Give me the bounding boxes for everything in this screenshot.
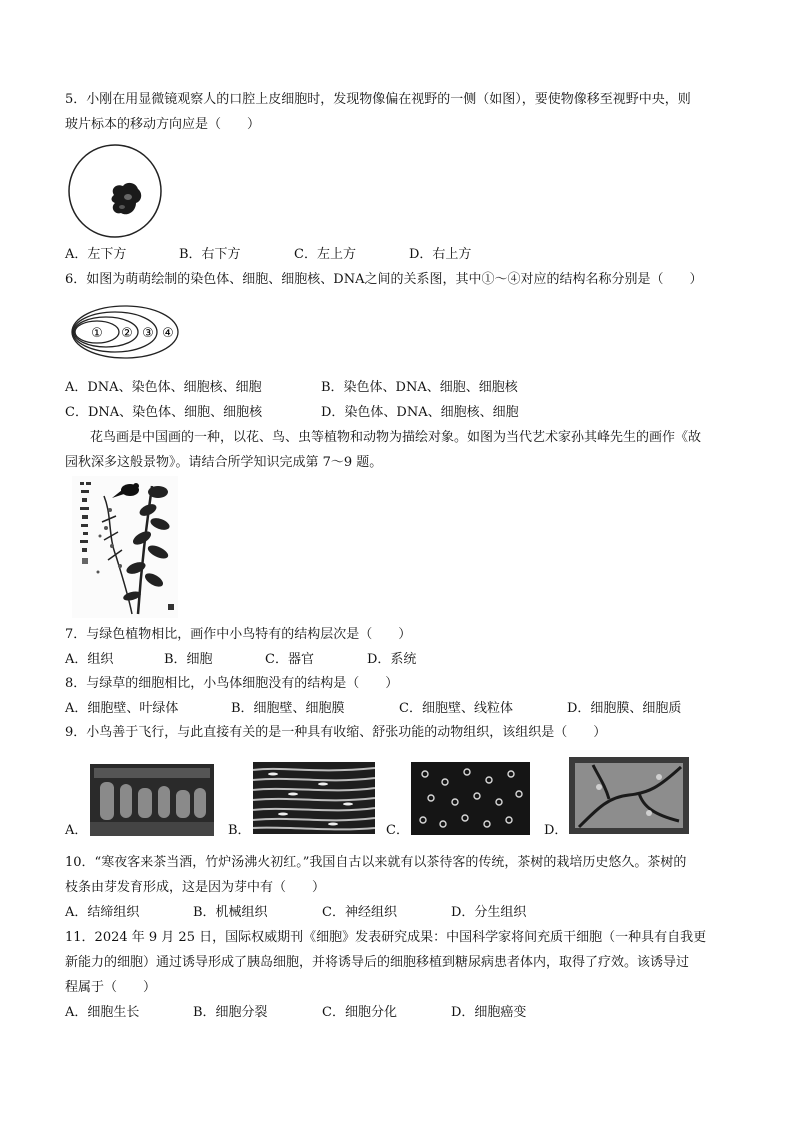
- q7-option-c[interactable]: C．器官: [265, 652, 314, 667]
- q5-stem-line2: 玻片标本的移动方向应是（ ）: [65, 117, 261, 132]
- q7-option-d[interactable]: D．系统: [367, 652, 417, 667]
- q6-option-a[interactable]: A．DNA、染色体、细胞核、细胞: [65, 380, 262, 395]
- tissue-image-d: [569, 757, 689, 834]
- q6-stem: 6．如图为萌萌绘制的染色体、细胞、细胞核、DNA之间的关系图，其中①～④对应的结构名称分别是（ ）: [65, 272, 703, 287]
- q9-stem: 9．小鸟善于飞行，与此直接有关的是一种具有收缩、舒张功能的动物组织，该组织是（ ）: [65, 725, 607, 740]
- q5-option-a[interactable]: A．左下方: [65, 247, 127, 262]
- q10-option-d[interactable]: D．分生组织: [451, 905, 527, 920]
- tissue-image-a: [90, 764, 214, 836]
- q9-option-d[interactable]: D．: [544, 823, 568, 838]
- q10-option-c[interactable]: C．神经组织: [322, 905, 397, 920]
- q9-option-a[interactable]: A．: [65, 823, 88, 838]
- q11-option-b[interactable]: B．细胞分裂: [193, 1005, 268, 1020]
- q6-options-row1: [65, 379, 765, 397]
- q11-option-d[interactable]: D．细胞癌变: [451, 1005, 527, 1020]
- q6-option-c[interactable]: C．DNA、染色体、细胞、细胞核: [65, 405, 263, 420]
- q5-options: [65, 246, 765, 264]
- q8-options: [65, 700, 765, 718]
- q10-stem-line2: 枝条由芽发育形成，这是因为芽中有（ ）: [65, 880, 326, 895]
- ellipse-label-4: ④: [162, 326, 174, 341]
- tissue-image-c: [411, 762, 530, 835]
- q5-stem-line1: 5．小刚在用显微镜观察人的口腔上皮细胞时，发现物像偏在视野的一侧（如图），要使物像移至视野中央，则: [65, 92, 691, 107]
- q8-option-c[interactable]: C．细胞壁、线粒体: [399, 701, 513, 716]
- q8-stem: 8．与绿草的细胞相比，小鸟体细胞没有的结构是（ ）: [65, 676, 399, 691]
- q7-option-a[interactable]: A．组织: [65, 652, 114, 667]
- q10-options: [65, 904, 765, 922]
- ellipse-label-1: ①: [91, 326, 103, 341]
- ellipse-label-2: ②: [121, 326, 133, 341]
- intro-line1: 花鸟画是中国画的一种，以花、鸟、虫等植物和动物为描绘对象。如图为当代艺术家孙其峰先生的画作《故: [90, 430, 702, 445]
- q9-option-b[interactable]: B．: [228, 823, 251, 838]
- q6-options-row2: [65, 404, 765, 422]
- q8-option-a[interactable]: A．细胞壁、叶绿体: [65, 701, 179, 716]
- q7-option-b[interactable]: B．细胞: [164, 652, 213, 667]
- q11-option-a[interactable]: A．细胞生长: [65, 1005, 140, 1020]
- q11-stem-line1: 11．2024 年 9 月 25 日，国际权威期刊《细胞》发表研究成果：中国科学家将间充质干细胞（一种具有自我更: [65, 930, 707, 945]
- q8-option-d[interactable]: D．细胞膜、细胞质: [567, 701, 682, 716]
- q10-option-b[interactable]: B．机械组织: [193, 905, 268, 920]
- q7-options: [65, 651, 765, 669]
- q8-option-b[interactable]: B．细胞壁、细胞膜: [231, 701, 345, 716]
- q6-option-b[interactable]: B．染色体、DNA、细胞、细胞核: [321, 380, 518, 395]
- ellipse-label-3: ③: [142, 326, 154, 341]
- q11-stem-line3: 程属于（ ）: [65, 980, 157, 995]
- artist-seal: [168, 604, 174, 610]
- q5-option-b[interactable]: B．右下方: [179, 247, 241, 262]
- bird-flower-painting: [72, 476, 178, 618]
- intro-line2: 园秋深多这般景物》。请结合所学知识完成第 7～9 题。: [65, 455, 383, 470]
- q10-stem-line1: 10．“寒夜客来茶当酒，竹炉汤沸火初红。”我国自古以来就有以茶待客的传统，茶树的栽培历史悠久。茶树的: [65, 855, 687, 870]
- q7-stem: 7．与绿色植物相比，画作中小鸟特有的结构层次是（ ）: [65, 627, 412, 642]
- q9-option-c[interactable]: C．: [386, 823, 409, 838]
- q5-option-d[interactable]: D．右上方: [409, 247, 472, 262]
- q11-stem-line2: 新能力的细胞）通过诱导形成了胰岛细胞，并将诱导后的细胞移植到糖尿病患者体内，取得了疗效。该诱导过: [65, 955, 690, 970]
- q6-option-d[interactable]: D．染色体、DNA、细胞核、细胞: [321, 405, 519, 420]
- q5-option-c[interactable]: C．左上方: [294, 247, 356, 262]
- nested-ellipse-diagram: [70, 304, 190, 360]
- q10-option-a[interactable]: A．结缔组织: [65, 905, 140, 920]
- q11-option-c[interactable]: C．细胞分化: [322, 1005, 397, 1020]
- microscope-field-figure: [66, 143, 164, 239]
- tissue-image-b: [253, 762, 375, 834]
- q11-options: [65, 1004, 765, 1022]
